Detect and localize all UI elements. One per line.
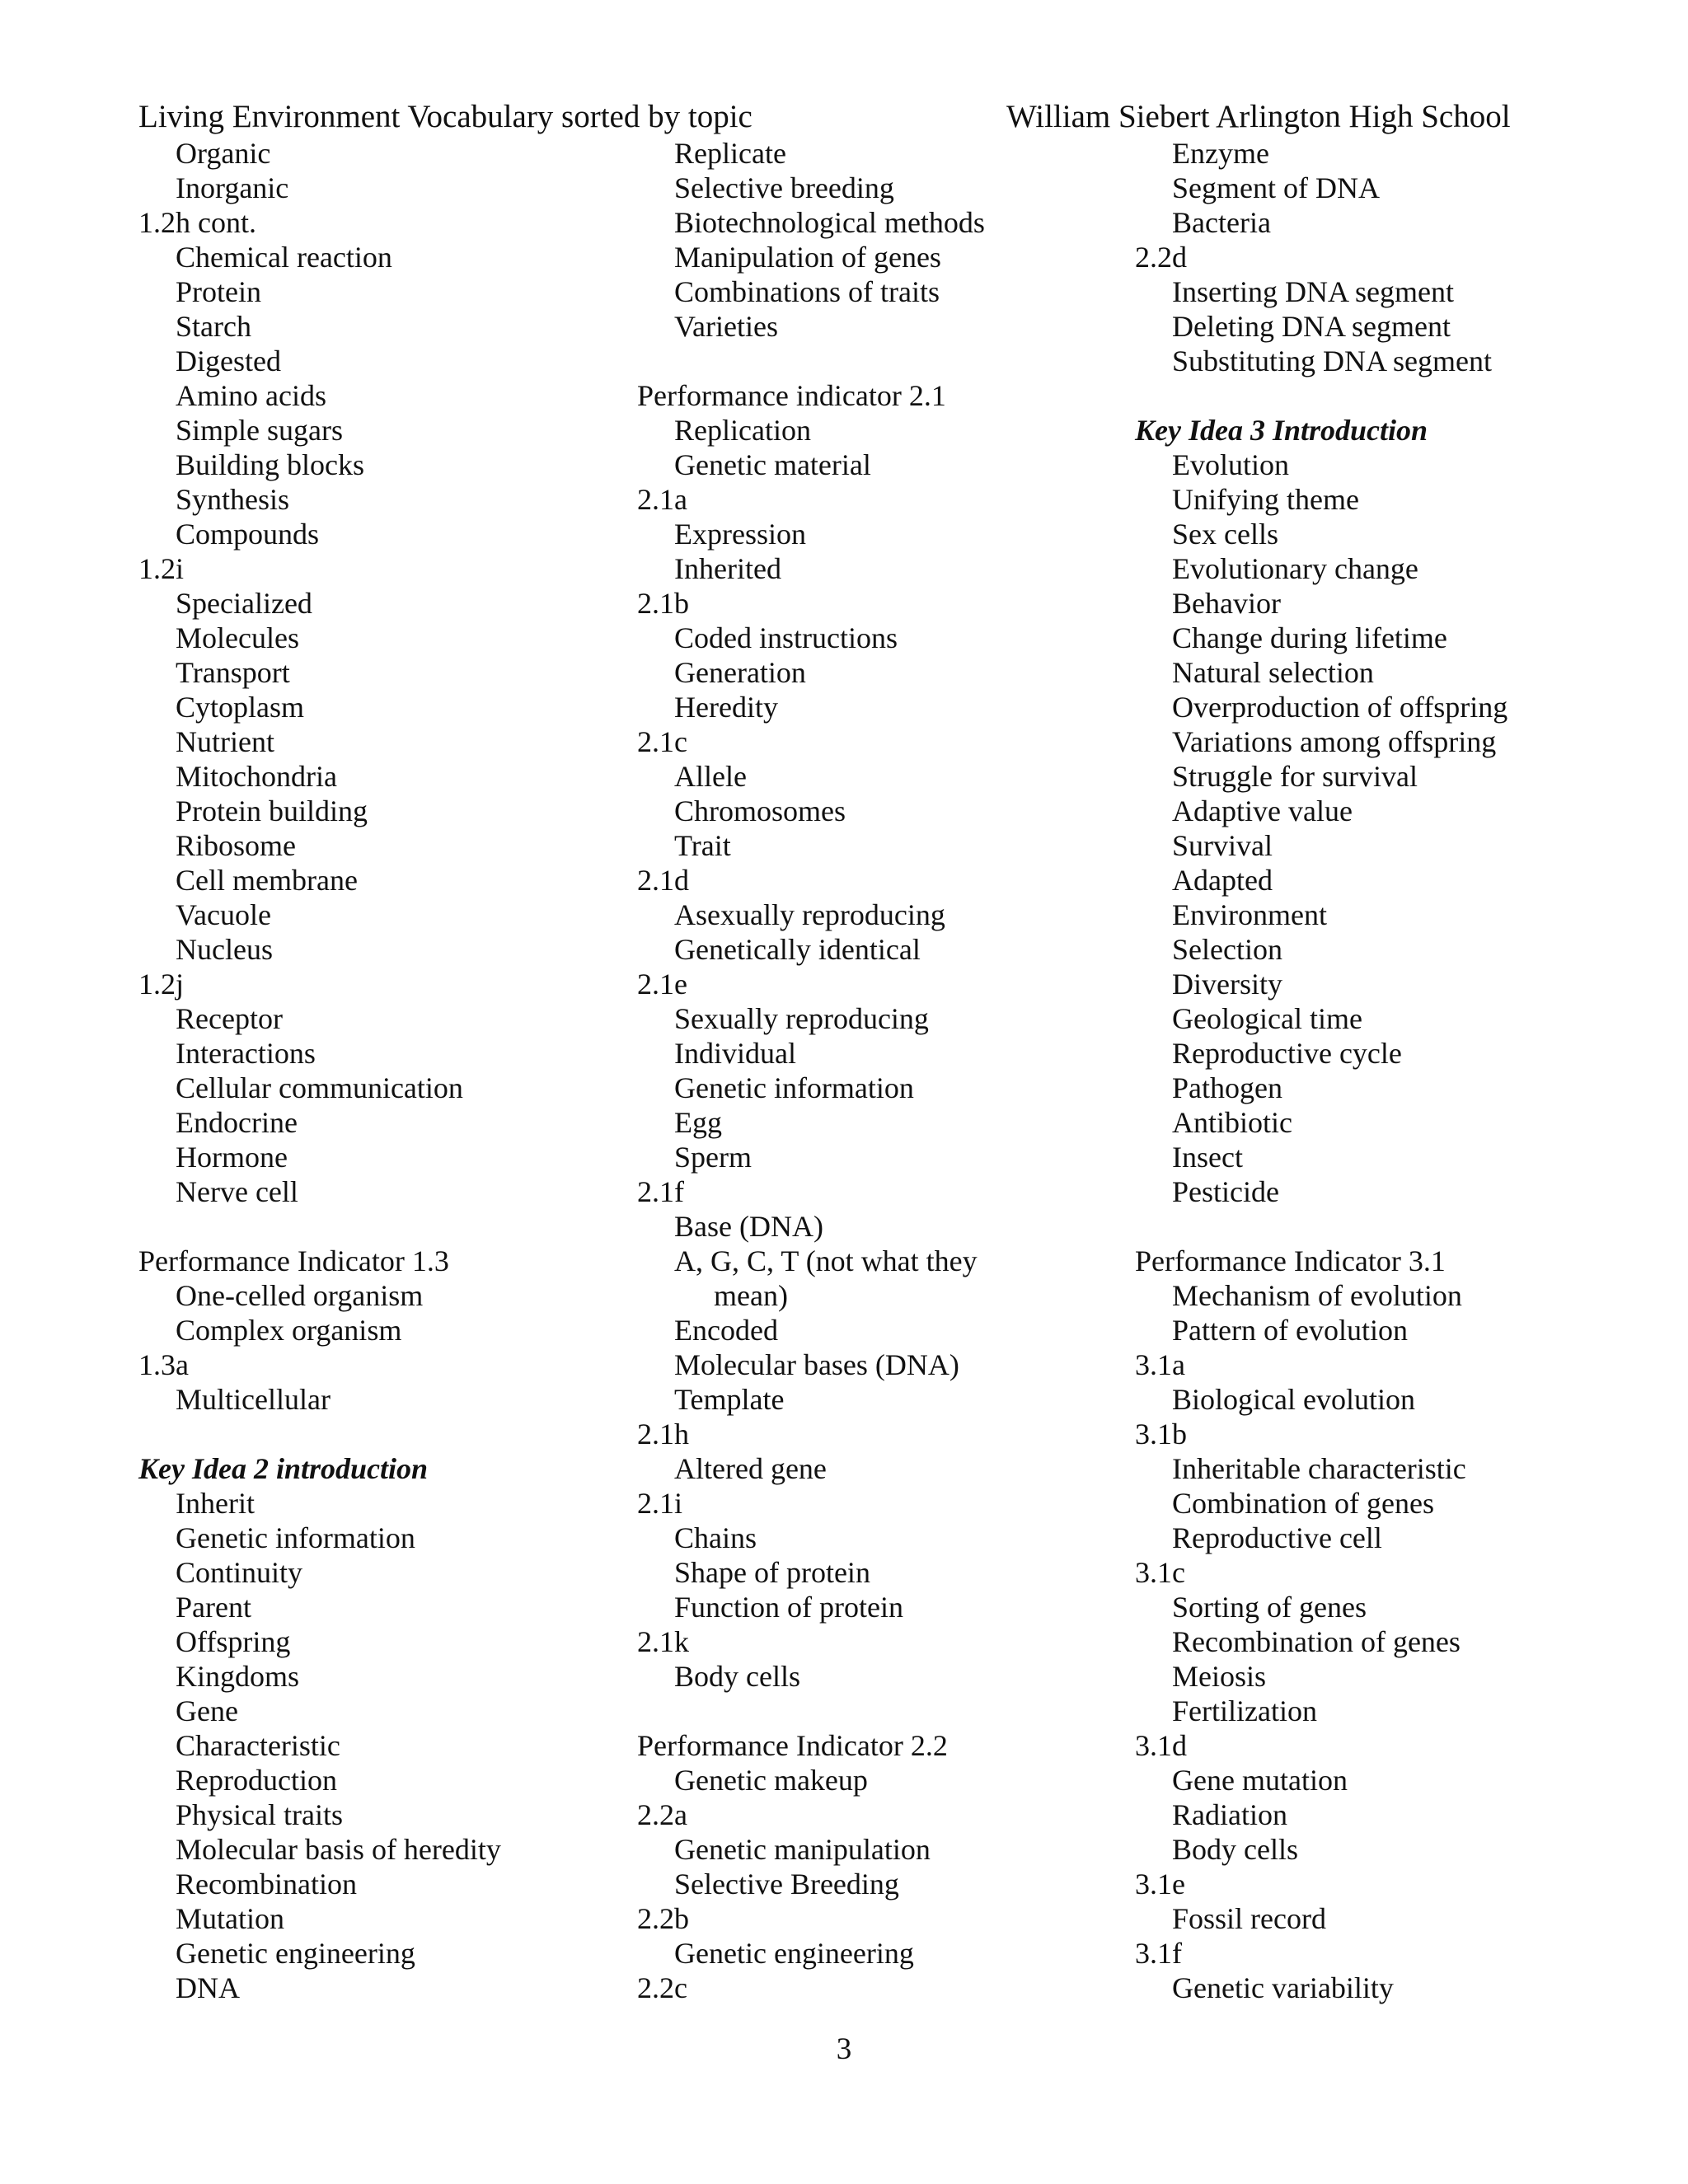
vocab-term: Asexually reproducing <box>674 898 945 931</box>
vocab-column-3 <box>1135 136 1507 2005</box>
topic-heading: 3.1a <box>1135 1348 1185 1381</box>
topic-heading: 3.1b <box>1135 1418 1187 1451</box>
blank-line <box>637 1694 985 1728</box>
vocab-term: Chromosomes <box>674 794 846 827</box>
vocab-term: Offspring <box>176 1625 291 1658</box>
vocab-term: Fossil record <box>1172 1902 1326 1935</box>
vocab-term: Inherited <box>674 552 781 585</box>
vocab-term: Cytoplasm <box>176 691 305 724</box>
page-number: 3 <box>836 2032 852 2066</box>
vocab-term: Recombination <box>176 1868 357 1900</box>
vocab-term: Specialized <box>176 587 312 620</box>
vocab-term: Characteristic <box>176 1729 340 1762</box>
vocab-term: Overproduction of offspring <box>1172 691 1508 724</box>
vocab-column-1 <box>138 136 501 2005</box>
vocab-term: Egg <box>674 1106 722 1139</box>
vocab-term: Genetic makeup <box>674 1764 868 1797</box>
vocab-term: Encoded <box>674 1314 778 1347</box>
vocab-term: Geological time <box>1172 1002 1362 1035</box>
topic-heading: 2.1f <box>637 1175 684 1208</box>
vocab-term: Cellular communication <box>176 1071 463 1104</box>
vocab-term: Genetic engineering <box>176 1937 415 1970</box>
topic-heading: 2.2b <box>637 1902 689 1935</box>
vocab-term: Environment <box>1172 898 1327 931</box>
vocab-term: Molecules <box>176 621 299 654</box>
vocab-term: Natural selection <box>1172 656 1374 689</box>
vocab-term: Pattern of evolution <box>1172 1314 1408 1347</box>
topic-heading: Performance Indicator 3.1 <box>1135 1244 1446 1277</box>
vocab-term: Complex organism <box>176 1314 402 1347</box>
vocab-term: Body cells <box>1172 1833 1298 1866</box>
vocab-term: Ribosome <box>176 829 297 862</box>
topic-heading: 3.1f <box>1135 1937 1182 1970</box>
vocab-term: Bacteria <box>1172 206 1271 239</box>
vocab-term: Allele <box>674 760 747 793</box>
vocab-column-2 <box>637 136 985 2005</box>
section-heading: Key Idea 3 Introduction <box>1135 414 1428 447</box>
vocab-term: Chains <box>674 1521 757 1554</box>
blank-line <box>138 1209 501 1244</box>
vocab-term: Cell membrane <box>176 864 358 897</box>
vocab-term: Struggle for survival <box>1172 760 1418 793</box>
vocab-term: Genetic manipulation <box>674 1833 931 1866</box>
vocab-term: Biological evolution <box>1172 1383 1415 1416</box>
topic-heading: 2.2d <box>1135 241 1187 274</box>
topic-heading: 2.2c <box>637 1971 687 2004</box>
topic-heading: 3.1d <box>1135 1729 1187 1762</box>
vocab-term: Reproductive cycle <box>1172 1037 1402 1070</box>
vocab-term: Parent <box>176 1591 251 1624</box>
vocab-term: Genetic variability <box>1172 1971 1394 2004</box>
vocab-term: Base (DNA) <box>674 1210 823 1243</box>
vocab-term: Sperm <box>674 1141 752 1174</box>
vocab-term: Manipulation of genes <box>674 241 941 274</box>
vocab-term: Kingdoms <box>176 1660 300 1693</box>
topic-heading: 1.2h cont. <box>138 206 256 239</box>
blank-line <box>138 1417 501 1451</box>
vocab-term: Inserting DNA segment <box>1172 275 1454 308</box>
vocab-term: Individual <box>674 1037 796 1070</box>
topic-heading: 2.1d <box>637 864 689 897</box>
vocab-term: Radiation <box>1172 1798 1287 1831</box>
topic-heading: 1.3a <box>138 1348 189 1381</box>
vocab-term: Evolutionary change <box>1172 552 1418 585</box>
vocab-term: Sexually reproducing <box>674 1002 929 1035</box>
vocab-term: Selective Breeding <box>674 1868 899 1900</box>
vocab-term: Hormone <box>176 1141 288 1174</box>
topic-heading: Performance indicator 2.1 <box>637 379 946 412</box>
vocab-term: Inheritable characteristic <box>1172 1452 1466 1485</box>
section-heading: Key Idea 2 introduction <box>138 1452 429 1485</box>
vocab-term: Inherit <box>176 1487 255 1520</box>
vocab-term: Enzyme <box>1172 137 1269 170</box>
vocab-term: A, G, C, T (not what they <box>674 1244 978 1277</box>
topic-heading: Performance Indicator 1.3 <box>138 1244 449 1277</box>
vocab-term: Selection <box>1172 933 1282 966</box>
vocab-term: Evolution <box>1172 448 1289 481</box>
vocab-term: Coded instructions <box>674 621 898 654</box>
vocab-term: One-celled organism <box>176 1279 424 1312</box>
vocab-term: Receptor <box>176 1002 283 1035</box>
vocab-term: Multicellular <box>176 1383 331 1416</box>
vocab-term: Unifying theme <box>1172 483 1359 516</box>
vocab-term: Sex cells <box>1172 518 1278 551</box>
vocab-term: Biotechnological methods <box>674 206 985 239</box>
vocab-term: Reproduction <box>176 1764 337 1797</box>
topic-heading: 2.1a <box>637 483 687 516</box>
vocab-term: Physical traits <box>176 1798 343 1831</box>
vocab-term: Sorting of genes <box>1172 1591 1367 1624</box>
vocab-term: Change during lifetime <box>1172 621 1447 654</box>
vocab-term: Adaptive value <box>1172 794 1353 827</box>
vocab-term: Altered gene <box>674 1452 827 1485</box>
topic-heading: 2.2a <box>637 1798 687 1831</box>
vocab-term: Protein <box>176 275 261 308</box>
vocab-term: Continuity <box>176 1556 303 1589</box>
vocab-term: Gene mutation <box>1172 1764 1348 1797</box>
vocab-term: Genetic information <box>674 1071 914 1104</box>
blank-line <box>1135 1209 1507 1244</box>
topic-heading: 2.1k <box>637 1625 689 1658</box>
blank-line <box>637 344 985 378</box>
vocab-term: Molecular basis of heredity <box>176 1833 501 1866</box>
vocab-term: Heredity <box>674 691 778 724</box>
vocab-term: Deleting DNA segment <box>1172 310 1451 343</box>
vocab-term: Meiosis <box>1172 1660 1267 1693</box>
vocab-term: Digested <box>176 344 281 377</box>
vocab-term: Genetic engineering <box>674 1937 914 1970</box>
vocab-term: Insect <box>1172 1141 1243 1174</box>
vocab-term: Molecular bases (DNA) <box>674 1348 959 1381</box>
vocab-term: Fertilization <box>1172 1694 1317 1727</box>
vocab-term: Mechanism of evolution <box>1172 1279 1462 1312</box>
vocab-term: Recombination of genes <box>1172 1625 1461 1658</box>
vocab-term: Selective breeding <box>674 171 894 204</box>
vocab-term: Simple sugars <box>176 414 343 447</box>
blank-line <box>1135 378 1507 413</box>
vocab-term: Nucleus <box>176 933 273 966</box>
vocab-term: Segment of DNA <box>1172 171 1380 204</box>
vocab-term: Substituting DNA segment <box>1172 344 1493 377</box>
vocab-term: Reproductive cell <box>1172 1521 1382 1554</box>
vocab-term: Body cells <box>674 1660 800 1693</box>
topic-heading: 1.2j <box>138 968 185 1001</box>
vocab-term: Chemical reaction <box>176 241 392 274</box>
vocab-term: Function of protein <box>674 1591 903 1624</box>
topic-heading: 2.1e <box>637 968 687 1001</box>
vocab-term: Variations among offspring <box>1172 725 1497 758</box>
vocab-term: Genetic information <box>176 1521 415 1554</box>
vocab-term: Replicate <box>674 137 786 170</box>
topic-heading: 2.1c <box>637 725 687 758</box>
vocab-term: Pathogen <box>1172 1071 1282 1104</box>
vocab-term: Mitochondria <box>176 760 337 793</box>
vocab-term: Building blocks <box>176 448 365 481</box>
vocab-term: Replication <box>674 414 811 447</box>
vocab-term: Generation <box>674 656 806 689</box>
vocab-term: Combination of genes <box>1172 1487 1434 1520</box>
vocab-term: Diversity <box>1172 968 1282 1001</box>
vocab-term: Varieties <box>674 310 778 343</box>
vocab-term: Nerve cell <box>176 1175 298 1208</box>
topic-heading: 2.1b <box>637 587 689 620</box>
vocab-term: Template <box>674 1383 785 1416</box>
vocab-term: Gene <box>176 1694 238 1727</box>
topic-heading: 2.1h <box>637 1418 689 1451</box>
vocab-term: Endocrine <box>176 1106 298 1139</box>
vocab-term: Survival <box>1172 829 1273 862</box>
topic-heading: 2.1i <box>637 1487 683 1520</box>
vocab-term: Nutrient <box>176 725 274 758</box>
vocab-term: Expression <box>674 518 806 551</box>
vocab-term: Shape of protein <box>674 1556 870 1589</box>
vocab-term: Organic <box>176 137 271 170</box>
document-title: Living Environment Vocabulary sorted by topic <box>138 99 753 134</box>
vocab-term: Synthesis <box>176 483 290 516</box>
vocab-term: Protein building <box>176 794 368 827</box>
vocab-term: Interactions <box>176 1037 316 1070</box>
vocab-term: Starch <box>176 310 251 343</box>
vocab-term: Compounds <box>176 518 320 551</box>
vocab-term: mean) <box>714 1279 788 1312</box>
vocab-term: Behavior <box>1172 587 1281 620</box>
school-name: William Siebert Arlington High School <box>1006 99 1511 134</box>
vocab-term: Antibiotic <box>1172 1106 1292 1139</box>
vocab-term: DNA <box>176 1971 240 2004</box>
vocab-term: Combinations of traits <box>674 275 940 308</box>
vocab-term: Pesticide <box>1172 1175 1279 1208</box>
topic-heading: 3.1e <box>1135 1868 1185 1900</box>
topic-heading: 3.1c <box>1135 1556 1185 1589</box>
topic-heading: Performance Indicator 2.2 <box>637 1729 948 1762</box>
vocab-term: Transport <box>176 656 290 689</box>
vocab-term: Genetic material <box>674 448 871 481</box>
vocab-term: Inorganic <box>176 171 289 204</box>
topic-heading: 1.2i <box>138 552 185 585</box>
vocab-term: Amino acids <box>176 379 326 412</box>
vocab-term: Genetically identical <box>674 933 921 966</box>
vocab-term: Vacuole <box>176 898 271 931</box>
vocab-term: Adapted <box>1172 864 1273 897</box>
vocab-term: Mutation <box>176 1902 284 1935</box>
vocab-term: Trait <box>674 829 731 862</box>
